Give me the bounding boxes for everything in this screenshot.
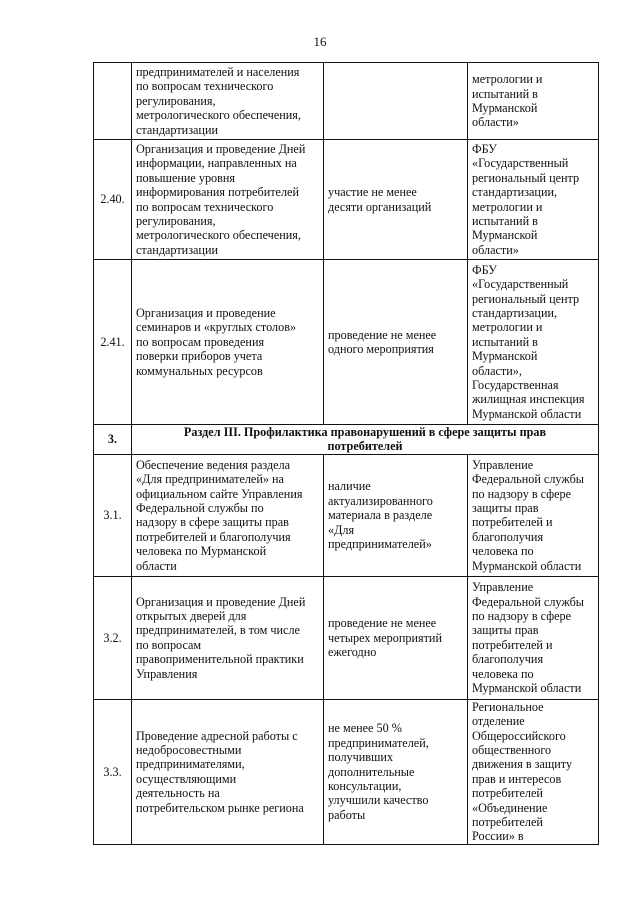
event-line: Проведение адресной работы с: [136, 728, 298, 743]
event-cell: [132, 454, 324, 576]
event-line: Управления: [136, 666, 198, 681]
executor-line: региональный центр: [472, 291, 580, 306]
executor-line: области»: [472, 242, 519, 257]
executor-line: защиты прав: [472, 623, 539, 638]
indicator-cell: [324, 454, 468, 576]
executor-line: ФБУ: [472, 262, 497, 277]
event-line: Федеральной службы по: [136, 500, 264, 515]
plan-table-body: [94, 63, 599, 845]
executor-line: области»,: [472, 363, 522, 378]
executor-line: Мурманской области: [472, 558, 582, 573]
executor-line: Общероссийского: [472, 728, 566, 743]
section-row: [94, 425, 599, 455]
executor-line: потребителей: [472, 815, 543, 830]
event-line: потребительском рынке региона: [136, 800, 304, 815]
executor-cell: [468, 699, 599, 844]
event-line: повышение уровня: [136, 170, 236, 185]
event-line: человека по Мурманской: [136, 544, 267, 559]
indicator-line: одного мероприятия: [328, 342, 434, 356]
item-number: [94, 63, 132, 140]
executor-line: Управление: [472, 580, 534, 595]
table-row: [94, 454, 599, 576]
executor-line: Мурманской области: [472, 681, 582, 696]
executor-line: Мурманской области: [472, 406, 582, 421]
executor-line: «Государственный: [472, 156, 569, 171]
executor-line: общественного: [472, 743, 552, 758]
executor-line: движения в защиту: [472, 757, 573, 772]
indicator-line: наличие: [328, 479, 371, 494]
event-cell: [132, 63, 324, 140]
executor-cell: [468, 140, 599, 260]
executor-line: метрологии и: [472, 72, 543, 87]
event-cell: [132, 140, 324, 260]
indicator-line: предпринимателей»: [328, 536, 432, 551]
event-line: «Для предпринимателей» на: [136, 472, 284, 487]
section-title: [132, 425, 599, 455]
indicator-cell: [324, 699, 468, 844]
executor-cell: [468, 260, 599, 425]
executor-cell: [468, 454, 599, 576]
event-line: по вопросам технического: [136, 199, 274, 214]
event-line: правоприменительной практики: [136, 652, 304, 667]
item-number: 2.40.: [94, 140, 132, 260]
executor-line: ФБУ: [472, 141, 497, 156]
item-number: 2.41.: [94, 260, 132, 425]
event-line: стандартизации: [136, 242, 218, 257]
section-title-line: потребителей: [327, 439, 403, 454]
executor-line: по надзору в сфере: [472, 486, 572, 501]
executor-line: защиты прав: [472, 500, 539, 515]
executor-line: человека по: [472, 666, 534, 681]
executor-line: Мурманской: [472, 101, 538, 115]
event-line: по вопросам: [136, 637, 202, 652]
indicator-line: десяти организаций: [328, 199, 432, 214]
executor-line: стандартизации,: [472, 185, 558, 200]
indicator-line: предпринимателей,: [328, 735, 429, 750]
event-line: информирования потребителей: [136, 185, 299, 200]
event-cell: [132, 576, 324, 699]
executor-line: испытаний в: [472, 334, 538, 349]
event-line: семинаров и «круглых столов»: [136, 320, 297, 335]
event-line: Обеспечение ведения раздела: [136, 457, 291, 472]
event-line: поверки приборов учета: [136, 349, 263, 364]
executor-cell: [468, 576, 599, 699]
executor-line: благополучия: [472, 652, 544, 667]
executor-line: региональный центр: [472, 170, 580, 185]
executor-line: метрологии и: [472, 320, 543, 335]
event-line: деятельность на: [136, 786, 220, 801]
executor-line: Государственная: [472, 378, 559, 393]
executor-line: жилищная инспекция: [472, 392, 585, 407]
executor-cell: [468, 63, 599, 140]
event-line: регулирования,: [136, 93, 216, 108]
executor-line: метрологии и: [472, 199, 543, 214]
executor-line: потребителей: [472, 786, 543, 801]
executor-line: Мурманской: [472, 228, 538, 243]
event-line: официальном сайте Управления: [136, 486, 303, 501]
event-cell: [132, 699, 324, 844]
event-line: потребителей и благополучия: [136, 529, 291, 544]
event-line: открытых дверей для: [136, 609, 247, 623]
event-cell: [132, 260, 324, 425]
event-line: регулирования,: [136, 213, 216, 228]
executor-line: Управление: [472, 457, 534, 472]
page-number: 16: [313, 34, 327, 49]
event-line: информации, направленных на: [136, 156, 297, 171]
event-line: недобросовестными: [136, 743, 242, 758]
plan-table: [93, 62, 599, 845]
item-number: 3.1.: [94, 454, 132, 576]
event-line: по вопросам технического: [136, 79, 274, 94]
indicator-line: четырех мероприятий: [328, 630, 442, 645]
event-line: коммунальных ресурсов: [136, 363, 263, 378]
event-line: стандартизации: [136, 122, 218, 137]
executor-line: благополучия: [472, 529, 544, 544]
executor-line: прав и интересов: [472, 771, 562, 786]
section-title-line: Раздел III. Профилактика правонарушений в сфере защиты прав: [183, 425, 547, 439]
executor-line: Региональное: [472, 699, 544, 714]
indicator-line: участие не менее: [328, 185, 417, 200]
event-line: предпринимателей и населения: [136, 64, 300, 79]
indicator-cell: [324, 63, 468, 140]
event-line: предпринимателей, в том числе: [136, 623, 300, 638]
indicator-line: дополнительные: [328, 764, 415, 779]
executor-line: человека по: [472, 544, 534, 559]
indicator-line: материала в разделе: [328, 508, 433, 523]
event-line: Организация и проведение Дней: [136, 141, 306, 156]
item-number: 3.: [94, 425, 132, 455]
executor-line: потребителей и: [472, 637, 553, 652]
executor-line: Мурманской: [472, 349, 538, 364]
event-line: надзору в сфере защиты прав: [136, 515, 289, 530]
executor-line: Федеральной службы: [472, 472, 584, 487]
indicator-line: проведение не менее: [328, 616, 437, 631]
event-line: области: [136, 558, 177, 573]
indicator-line: получивших: [328, 750, 394, 765]
executor-line: «Государственный: [472, 277, 569, 292]
executor-line: области»: [472, 115, 519, 130]
indicator-cell: [324, 140, 468, 260]
item-number: 3.2.: [94, 576, 132, 699]
event-line: метрологического обеспечения,: [136, 228, 301, 243]
executor-line: по надзору в сфере: [472, 609, 572, 623]
executor-line: отделение: [472, 714, 525, 729]
indicator-line: работы: [328, 807, 366, 822]
executor-line: Федеральной службы: [472, 594, 584, 609]
event-line: Организация и проведение Дней: [136, 594, 306, 609]
event-line: предпринимателями,: [136, 757, 245, 772]
indicator-cell: [324, 576, 468, 699]
indicator-line: консультации,: [328, 779, 402, 794]
executor-line: России» в: [472, 829, 524, 844]
indicator-line: улучшили качество: [328, 793, 429, 808]
event-line: осуществляющими: [136, 771, 237, 786]
executor-line: потребителей и: [472, 515, 553, 530]
indicator-line: «Для: [328, 522, 355, 537]
executor-line: испытаний в: [472, 86, 538, 101]
indicator-cell: [324, 260, 468, 425]
event-line: Организация и проведение: [136, 305, 276, 320]
executor-line: испытаний в: [472, 213, 538, 228]
indicator-line: актуализированного: [328, 493, 433, 508]
table-row: [94, 260, 599, 425]
item-number: 3.3.: [94, 699, 132, 844]
executor-line: «Объединение: [472, 800, 548, 815]
table-row: [94, 63, 599, 140]
event-line: метрологического обеспечения,: [136, 108, 301, 123]
table-row: [94, 576, 599, 699]
event-line: по вопросам проведения: [136, 334, 265, 349]
executor-line: стандартизации,: [472, 305, 558, 320]
table-row: [94, 699, 599, 844]
indicator-line: не менее 50 %: [328, 721, 402, 736]
indicator-line: ежегодно: [328, 645, 377, 660]
table-row: [94, 140, 599, 260]
indicator-line: проведение не менее: [328, 327, 437, 342]
